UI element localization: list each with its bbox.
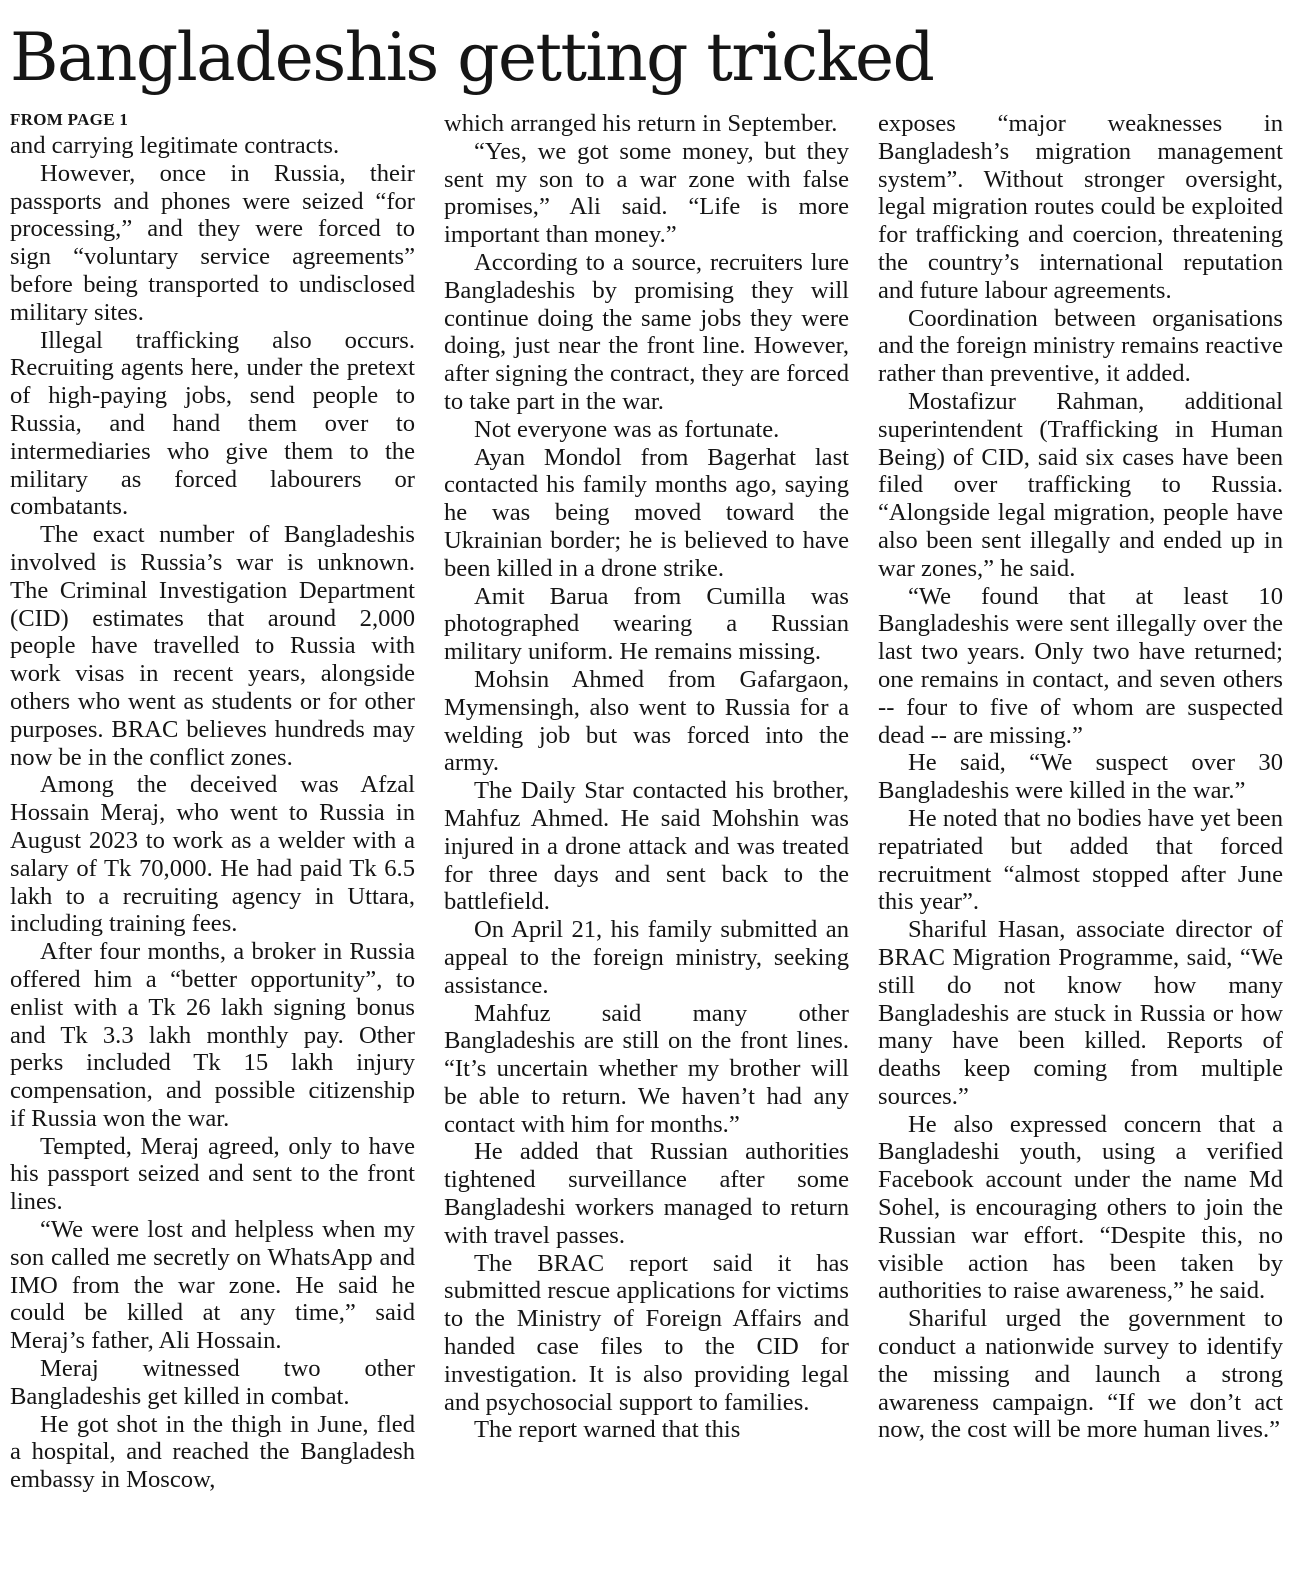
paragraph: Mostafizur Rahman, additional superintendent (Trafficking in Human Being) of CID, said six cases have been filed over trafficking to Russia. “Alongside legal migration, people have also been sent illegally and ended up in war zones,” he said.	[878, 387, 1283, 582]
paragraph: He said, “We suspect over 30 Bangladeshis were killed in the war.”	[878, 749, 1283, 805]
paragraph: Shariful urged the government to conduct a nationwide survey to identify the missing and launch a strong awareness campaign. “If we don’t act now, the cost will be more human lives.”	[878, 1305, 1283, 1444]
paragraph: Shariful Hasan, associate director of BRAC Migration Programme, said, “We still do not know how many Bangladeshis are stuck in Russia or how many have been killed. Reports of deaths keep coming from multiple sources.”	[878, 916, 1283, 1110]
paragraph: Illegal trafficking also occurs. Recruiting agents here, under the pretext of high-paying jobs, send people to Russia, and hand them over to intermediaries who give them to the military as forced labourers or combatants.	[10, 326, 415, 521]
kicker: FROM PAGE 1	[10, 110, 129, 129]
article-column-1	[10, 110, 415, 1578]
article-column-2	[444, 110, 849, 1578]
paragraph: According to a source, recruiters lure Bangladeshis by promising they will continue doing the same jobs they were doing, just near the front line. However, after signing the contract, they are forced to take part in the war.	[444, 248, 849, 415]
headline: Bangladeshis getting tricked	[10, 19, 934, 96]
paragraph: which arranged his return in September.	[444, 110, 838, 137]
paragraph: He noted that no bodies have yet been repatriated but added that forced recruitment “almost stopped after June this year”.	[878, 804, 1283, 916]
paragraph: and carrying legitimate contracts.	[10, 132, 340, 159]
paragraph: He got shot in the thigh in June, fled a hospital, and reached the Bangladesh embassy in Moscow,	[10, 1410, 415, 1494]
paragraph: Mahfuz said many other Bangladeshis are still on the front lines. “It’s uncertain whether my brother will be able to return. We haven’t had any contact with him for months.”	[444, 999, 849, 1138]
paragraph: Mohsin Ahmed from Gafargaon, Mymensingh, also went to Russia for a welding job but was forced into the army.	[444, 665, 849, 777]
paragraph: Meraj witnessed two other Bangladeshis get killed in combat.	[10, 1355, 415, 1410]
paragraph: Among the deceived was Afzal Hossain Meraj, who went to Russia in August 2023 to work as a welder with a salary of Tk 70,000. He had paid Tk 6.5 lakh to a recruiting agency in Uttara, including training fees.	[10, 771, 415, 938]
paragraph: On April 21, his family submitted an appeal to the foreign ministry, seeking assistance.	[444, 916, 849, 999]
paragraph: The BRAC report said it has submitted rescue applications for victims to the Ministry of Foreign Affairs and handed case files to the CID for investigation. It is also providing legal and psychosocial support to families.	[444, 1249, 849, 1416]
paragraph: After four months, a broker in Russia offered him a “better opportunity”, to enlist with a Tk 26 lakh signing bonus and Tk 3.3 lakh monthly pay. Other perks included Tk 15 lakh injury compensation, and possible citizenship if Russia won the war.	[10, 938, 415, 1132]
paragraph: Not everyone was as fortunate.	[474, 415, 780, 443]
paragraph: “We found that at least 10 Bangladeshis were sent illegally over the last two years. Only two have returned; one remains in contact, and seven others -- four to five of whom are suspected dead -- are missing.”	[878, 582, 1283, 749]
paragraph: Amit Barua from Cumilla was photographed wearing a Russian military uniform. He remains missing.	[444, 582, 849, 666]
paragraph: The exact number of Bangladeshis involved is Russia’s war is unknown. The Criminal Investigation Department (CID) estimates that around 2,000 people have travelled to Russia with work visas in recent years, alongside others who went as students or for other purposes. BRAC believes hundreds may now be in the conflict zones.	[10, 521, 415, 771]
paragraph: The report warned that this	[474, 1416, 741, 1444]
paragraph: “We were lost and helpless when my son called me secretly on WhatsApp and IMO from the war zone. He said he could be killed at any time,” said Meraj’s father, Ali Hossain.	[10, 1216, 415, 1355]
paragraph: Ayan Mondol from Bagerhat last contacted his family months ago, saying he was being moved toward the Ukrainian border; he is believed to have been killed in a drone strike.	[444, 443, 849, 582]
article-column-3	[878, 110, 1283, 1578]
paragraph: “Yes, we got some money, but they sent my son to a war zone with false promises,” Ali said. “Life is more important than money.”	[444, 137, 849, 249]
paragraph: He added that Russian authorities tightened surveillance after some Bangladeshi workers managed to return with travel passes.	[444, 1138, 849, 1249]
paragraph: exposes “major weaknesses in Bangladesh’s migration management system”. Without stronger oversight, legal migration routes could be exploited for trafficking and coercion, threatening the country’s international reputation and future labour agreements.	[878, 110, 1283, 304]
paragraph: However, once in Russia, their passports and phones were seized “for processing,” and they were forced to sign “voluntary service agreements” before being transported to undisclosed military sites.	[10, 159, 415, 326]
paragraph: The Daily Star contacted his brother, Mahfuz Ahmed. He said Mohshin was injured in a drone attack and was treated for three days and sent back to the battlefield.	[444, 777, 849, 916]
paragraph: Coordination between organisations and the foreign ministry remains reactive rather than preventive, it added.	[878, 304, 1283, 388]
paragraph: He also expressed concern that a Bangladeshi youth, using a verified Facebook account under the name Md Sohel, is encouraging others to join the Russian war effort. “Despite this, no visible action has been taken by authorities to raise awareness,” he said.	[878, 1110, 1283, 1305]
paragraph: Tempted, Meraj agreed, only to have his passport seized and sent to the front lines.	[10, 1132, 415, 1216]
